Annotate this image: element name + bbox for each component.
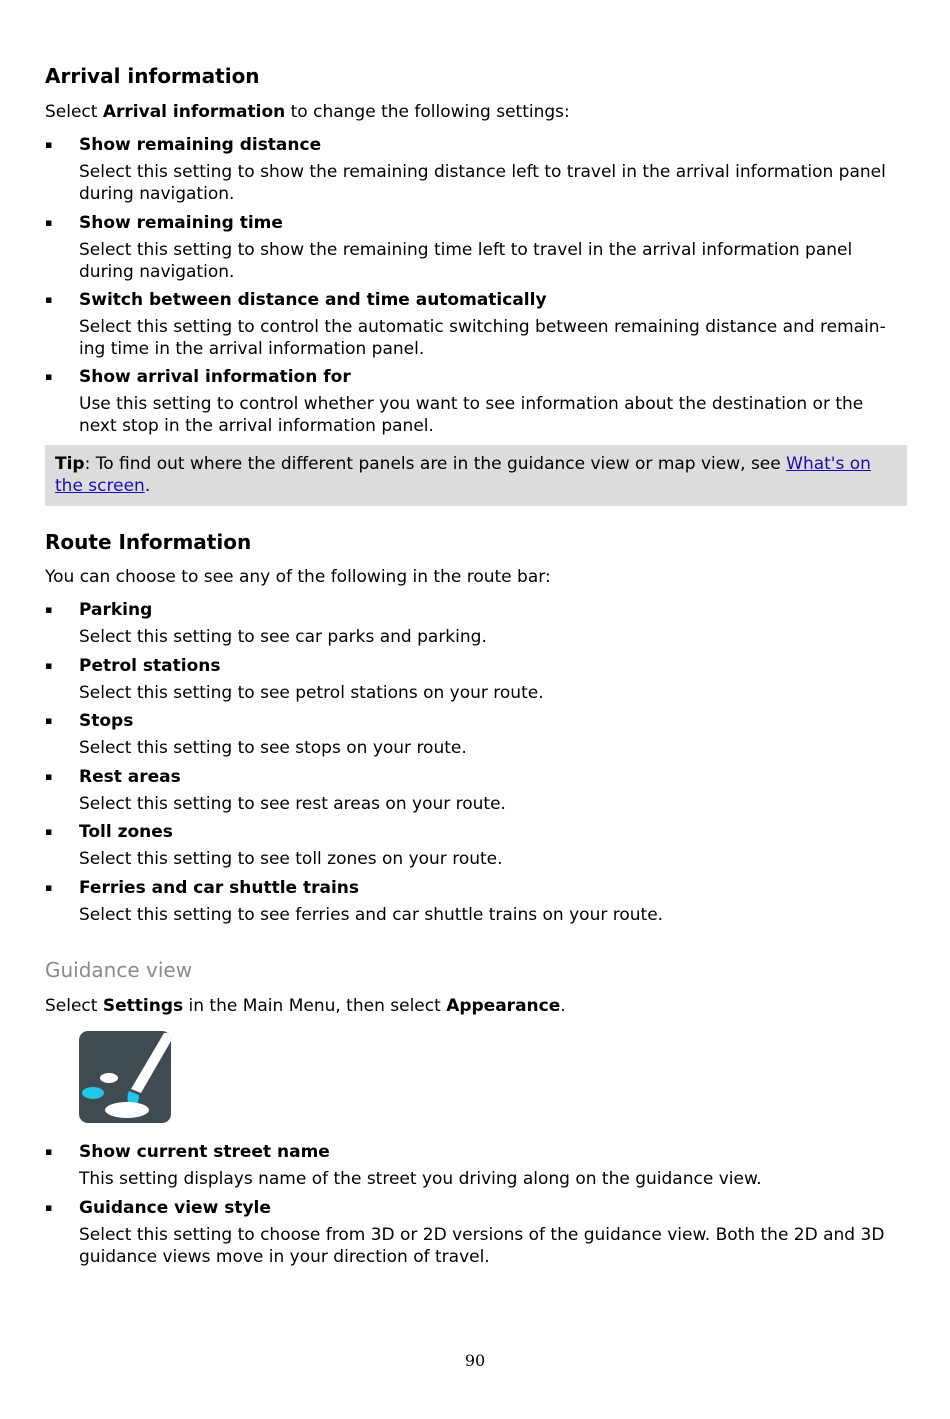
bullet-icon: ▪ (45, 1145, 53, 1158)
arrival-heading: Arrival information (45, 64, 260, 88)
bullet-icon: ▪ (45, 825, 53, 838)
route-heading: Route Information (45, 530, 252, 554)
arrival-intro: Select Arrival information to change the following settings: (45, 102, 570, 122)
bullet-icon: ▪ (45, 1201, 53, 1214)
bullet-icon: ▪ (45, 293, 53, 306)
appearance-brush-icon (79, 1031, 171, 1123)
tip-box: Tip: To find out where the different panels are in the guidance view or map view, see What's on the screen. (45, 445, 907, 506)
tip-label: Tip (55, 454, 85, 474)
bullet-icon: ▪ (45, 714, 53, 727)
bullet-icon: ▪ (45, 370, 53, 383)
bullet-icon: ▪ (45, 770, 53, 783)
route-intro: You can choose to see any of the following in the route bar: (45, 567, 551, 587)
bullet-icon: ▪ (45, 659, 53, 672)
bullet-icon: ▪ (45, 138, 53, 151)
guidance-intro: Select Settings in the Main Menu, then select Appearance. (45, 996, 566, 1016)
whats-on-screen-link[interactable]: What's on the screen (55, 454, 871, 496)
guidance-heading: Guidance view (45, 958, 193, 982)
bullet-icon: ▪ (45, 603, 53, 616)
page-number: 90 (464, 1351, 486, 1370)
bullet-icon: ▪ (45, 216, 53, 229)
bullet-icon: ▪ (45, 881, 53, 894)
